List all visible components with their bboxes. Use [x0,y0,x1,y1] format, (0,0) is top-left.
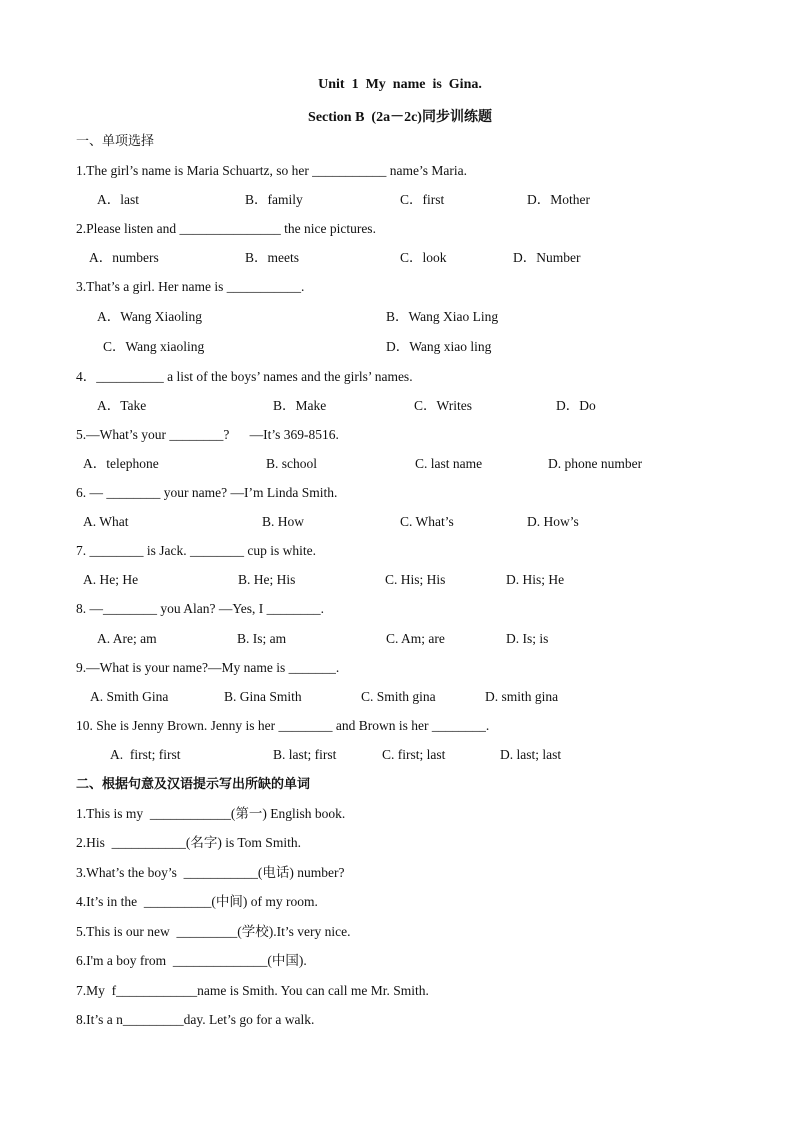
q10-option-a: A. first; first [110,747,181,762]
q1-option-c: C．first [400,192,445,207]
q5-option-a: A．telephone [83,456,159,471]
question-7: 7. ________ is Jack. ________ cup is white. [76,543,316,558]
fill-item-5: 5.This is our new _________(学校).It’s very nice. [76,924,351,939]
q6-option-b: B. How [262,514,305,529]
q9-option-d: D. smith gina [485,689,559,704]
q9-option-b: B. Gina Smith [224,689,302,704]
q5-option-d: D. phone number [548,456,643,471]
q2-option-a: A．numbers [89,250,159,265]
q3-option-c: C．Wang xiaoling [103,339,205,354]
fill-item-2: 2.His ___________(名字) is Tom Smith. [76,835,301,850]
question-6: 6. — ________ your name? —I’m Linda Smith. [76,485,338,500]
q2-option-c: C．look [400,250,447,265]
q5-option-c: C. last name [415,456,483,471]
page-subtitle: Section B (2a－2c)同步训练题 [308,110,492,125]
q8-option-d: D. Is; is [506,631,549,646]
q10-option-d: D. last; last [500,747,562,762]
question-5: 5.—What’s your ________? —It’s 369-8516. [76,427,339,442]
q8-option-b: B. Is; am [237,631,287,646]
question-2: 2.Please listen and _______________ the nice pictures. [76,221,376,236]
question-10: 10. She is Jenny Brown. Jenny is her ________ and Brown is her ________. [76,718,490,733]
q1-option-d: D．Mother [527,192,590,207]
question-9: 9.—What is your name?—My name is _______. [76,660,340,675]
q4-option-c: C．Writes [414,398,472,413]
q6-option-a: A. What [83,514,129,529]
page-title: Unit 1 My name is Gina. [318,77,482,92]
q7-option-a: A. He; He [83,572,139,587]
fill-item-1: 1.This is my ____________(第一) English book. [76,806,346,821]
q1-option-a: A．last [97,192,139,207]
q1-option-b: B．family [245,192,303,207]
q4-option-d: D．Do [556,398,596,413]
q5-option-b: B. school [266,456,318,471]
q6-option-c: C. What’s [400,514,454,529]
section1-heading: 一、单项选择 [76,134,155,149]
fill-item-6: 6.I'm a boy from ______________(中国). [76,953,307,968]
q8-option-c: C. Am; are [386,631,445,646]
fill-item-7: 7.My f____________name is Smith. You can call me Mr. Smith. [76,983,429,998]
question-8: 8. —________ you Alan? —Yes, I ________. [76,601,325,616]
q9-option-c: C. Smith gina [361,689,436,704]
q3-option-b: B．Wang Xiao Ling [386,309,499,324]
q4-option-b: B．Make [273,398,327,413]
section2-heading: 二、根据句意及汉语提示写出所缺的单词 [76,777,311,792]
q7-option-d: D. His; He [506,572,565,587]
fill-item-4: 4.It’s in the __________(中间) of my room. [76,894,318,909]
q8-option-a: A. Are; am [97,631,157,646]
q6-option-d: D. How’s [527,514,579,529]
question-4: 4．__________ a list of the boys’ names and the girls’ names. [76,369,413,384]
question-3: 3.That’s a girl. Her name is ___________. [76,279,305,294]
q10-option-c: C. first; last [382,747,446,762]
q2-option-d: D．Number [513,250,581,265]
q7-option-c: C. His; His [385,572,446,587]
question-1: 1.The girl’s name is Maria Schuartz, so her ___________ name’s Maria. [76,163,468,178]
fill-item-3: 3.What’s the boy’s ___________(电话) number? [76,865,345,880]
q9-option-a: A. Smith Gina [90,689,169,704]
fill-item-8: 8.It’s a n_________day. Let’s go for a walk. [76,1012,315,1027]
q3-option-a: A．Wang Xiaoling [97,309,203,324]
q4-option-a: A．Take [97,398,147,413]
q2-option-b: B．meets [245,250,299,265]
q10-option-b: B. last; first [273,747,337,762]
q3-option-d: D．Wang xiao ling [386,339,492,354]
q7-option-b: B. He; His [238,572,296,587]
